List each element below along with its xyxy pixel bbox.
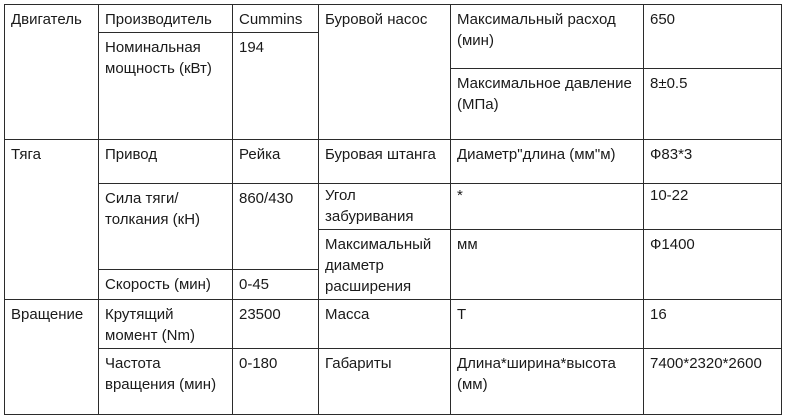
table-row (5, 5, 782, 33)
max-pressure-label: Максимальное давление (МПа) (451, 69, 644, 140)
manufacturer-label: Производитель (99, 5, 233, 33)
speed-label: Скорость (мин) (99, 270, 233, 300)
mass-unit: Т (451, 300, 644, 349)
drill-rod-unit: Диаметр"длина (мм"м) (451, 140, 644, 184)
section-engine: Двигатель (5, 5, 99, 140)
entry-angle-label: Угол забуривания (319, 184, 451, 230)
power-label: Номинальная мощность (кВт) (99, 33, 233, 140)
table-row (5, 300, 782, 349)
max-reaming-value: Ф1400 (644, 230, 782, 300)
table-row (5, 184, 782, 230)
force-label: Сила тяги/толкания (кН) (99, 184, 233, 270)
power-value: 194 (233, 33, 319, 140)
table-row (5, 140, 782, 184)
section-rotation: Вращение (5, 300, 99, 415)
section-mud-pump: Буровой насос (319, 5, 451, 140)
torque-label: Крутящий момент (Nm) (99, 300, 233, 349)
dimensions-value: 7400*2320*2600 (644, 349, 782, 415)
dimensions-label: Габариты (319, 349, 451, 415)
max-flow-label: Максимальный расход (мин) (451, 5, 644, 69)
manufacturer-value: Cummins (233, 5, 319, 33)
spec-table (4, 4, 782, 415)
rpm-value: 0-180 (233, 349, 319, 415)
max-flow-value: 650 (644, 5, 782, 69)
entry-angle-unit: * (451, 184, 644, 230)
torque-value: 23500 (233, 300, 319, 349)
entry-angle-value: 10-22 (644, 184, 782, 230)
mass-value: 16 (644, 300, 782, 349)
rpm-label: Частота вращения (мин) (99, 349, 233, 415)
force-value: 860/430 (233, 184, 319, 270)
drive-label: Привод (99, 140, 233, 184)
drive-value: Рейка (233, 140, 319, 184)
max-reaming-label: Максимальный диаметр расширения (319, 230, 451, 300)
table-row (5, 349, 782, 415)
mass-label: Масса (319, 300, 451, 349)
section-thrust: Тяга (5, 140, 99, 300)
drill-rod-label: Буровая штанга (319, 140, 451, 184)
dimensions-unit: Длина*ширина*высота (мм) (451, 349, 644, 415)
max-pressure-value: 8±0.5 (644, 69, 782, 140)
max-reaming-unit: мм (451, 230, 644, 300)
speed-value: 0-45 (233, 270, 319, 300)
drill-rod-value: Ф83*3 (644, 140, 782, 184)
